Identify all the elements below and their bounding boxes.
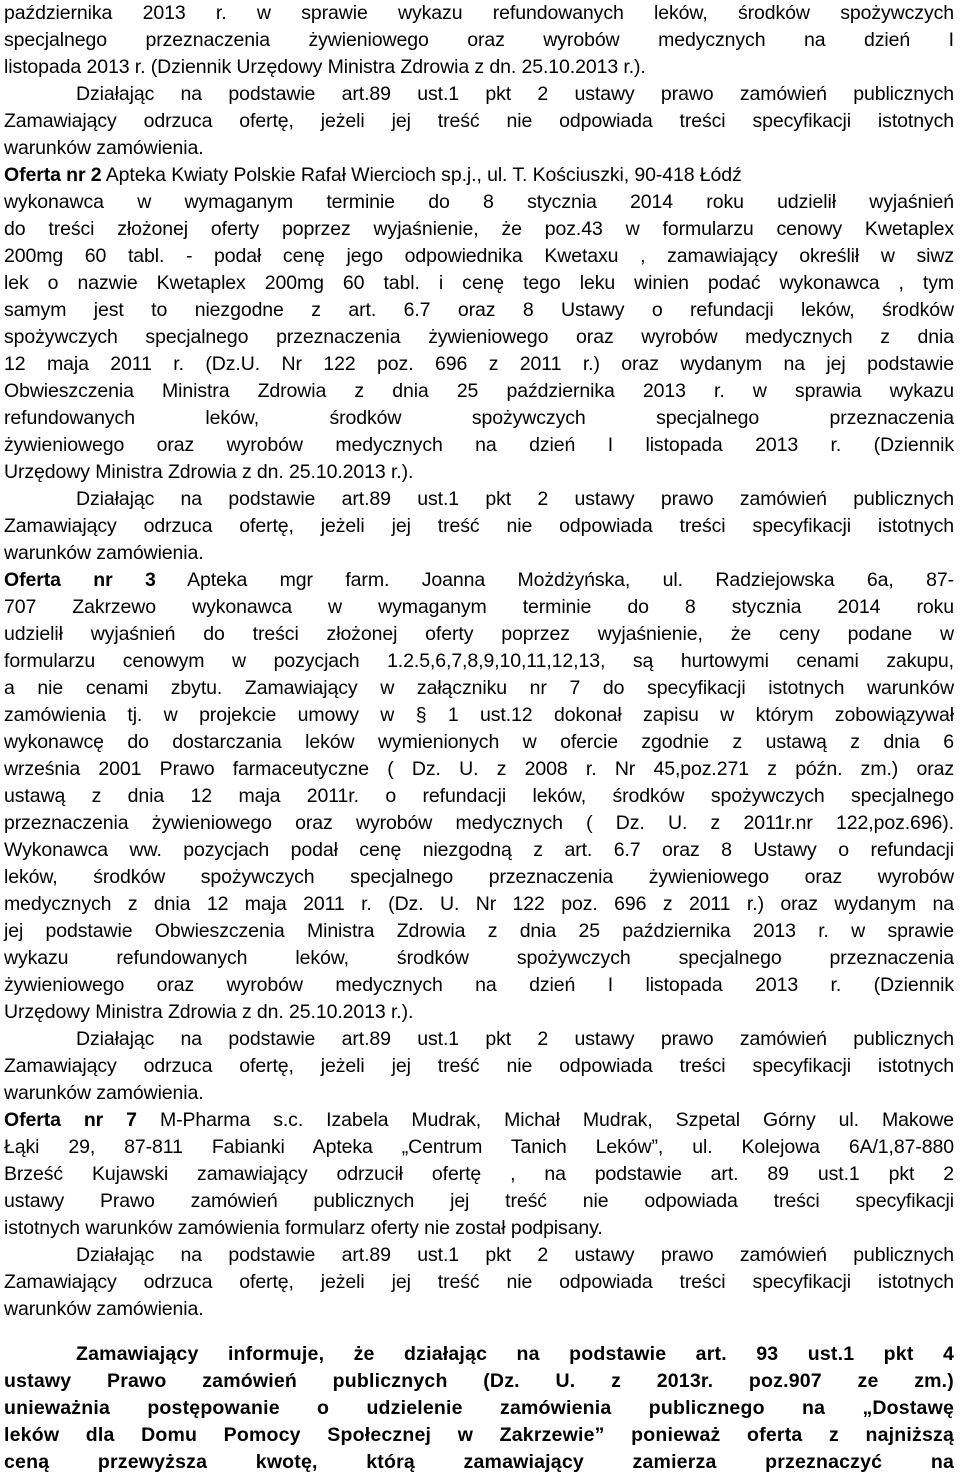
offer-text: Apteka Kwiaty Polskie Rafał Wiercioch sp.j., ul. T. Kościuszki, 90-418 Łódź xyxy=(105,164,742,186)
text-line: Urzędowy Ministra Zdrowia z dn. 25.10.2013 r.). xyxy=(4,461,414,483)
bold-text-line: ceną przewyższa kwotę, którą zamawiający zamierza przeznaczyć na xyxy=(4,1451,954,1473)
text-line: jej podstawie Obwieszczenia Ministra Zdrowia z dnia 25 października 2013 r. w sprawie xyxy=(4,920,954,942)
text-line: Działając na podstawie art.89 ust.1 pkt 2 ustawy prawo zamówień publicznych xyxy=(76,488,954,510)
text-line: samym jest to niezgodne z art. 6.7 oraz 8 Ustawy o refundacji leków, środków xyxy=(4,299,954,321)
bold-text-line: leków dla Domu Pomocy Społecznej w Zakrzewie” ponieważ oferta z najniższą xyxy=(4,1424,954,1446)
text-line: do treści złożonej oferty poprzez wyjaśnienie, że poz.43 w formularzu cenowy Kwetaplex xyxy=(4,218,954,240)
text-line: a nie cenami zbytu. Zamawiający w załączniku nr 7 do specyfikacji istotnych warunków xyxy=(4,677,954,699)
text-line: Łąki 29, 87-811 Fabianki Apteka „Centrum Tanich Leków”, ul. Kolejowa 6A/1,87-880 xyxy=(4,1136,954,1158)
text-line: 12 maja 2011 r. (Dz.U. Nr 122 poz. 696 z 2011 r.) oraz wydanym na jej podstawie xyxy=(4,353,954,375)
text-line: Obwieszczenia Ministra Zdrowia z dnia 25 października 2013 r. w sprawia wykazu xyxy=(4,380,954,402)
text-line: warunków zamówienia. xyxy=(4,542,204,564)
text-line: Zamawiający odrzuca ofertę, jeżeli jej treść nie odpowiada treści specyfikacji istotnych xyxy=(4,1055,954,1077)
text-line: Zamawiający odrzuca ofertę, jeżeli jej treść nie odpowiada treści specyfikacji istotnych xyxy=(4,110,954,132)
text-line: zamówienia tj. w projekcie umowy w § 1 ust.12 dokonał zapisu w którym zobowiązywał xyxy=(4,704,954,726)
offer-text: M-Pharma s.c. Izabela Mudrak, Michał Mudrak, Szpetal Górny ul. Makowe xyxy=(159,1109,954,1131)
text-line: ustawą z dnia 12 maja 2011r. o refundacji leków, środków spożywczych specjalnego xyxy=(4,785,954,807)
text-line: wykonawcę do dostarczania leków wymienionych w ofercie zgodnie z ustawą z dnia 6 xyxy=(4,731,954,753)
offer-text: Apteka mgr farm. Joanna Możdżyńska, ul. Radziejowska 6a, 87- xyxy=(187,569,955,591)
text-line: warunków zamówienia. xyxy=(4,137,204,159)
text-line: Działając na podstawie art.89 ust.1 pkt 2 ustawy prawo zamówień publicznych xyxy=(76,1244,954,1266)
text-line: Działając na podstawie art.89 ust.1 pkt 2 ustawy prawo zamówień publicznych xyxy=(76,1028,954,1050)
offer-label: Oferta nr 3 xyxy=(4,569,156,591)
offer-label: Oferta nr 2 xyxy=(4,164,102,186)
text-line: spożywczych specjalnego przeznaczenia żywieniowego oraz wyrobów medycznych z dnia xyxy=(4,326,954,348)
text-line: specjalnego przeznaczenia żywieniowego oraz wyrobów medycznych na dzień I xyxy=(4,29,954,51)
text-line: wykonawca w wymaganym terminie do 8 stycznia 2014 roku udzielił wyjaśnień xyxy=(4,191,954,213)
text-line: udzielił wyjaśnień do treści złożonej oferty poprzez wyjaśnienie, że ceny podane w xyxy=(4,623,954,645)
text-line: żywieniowego oraz wyrobów medycznych na dzień I listopada 2013 r. (Dziennik xyxy=(4,434,954,456)
text-line: formularzu cenowym w pozycjach 1.2.5,6,7,8,9,10,11,12,13, są hurtowymi cenami zakupu, xyxy=(4,650,954,672)
text-line: Działając na podstawie art.89 ust.1 pkt 2 ustawy prawo zamówień publicznych xyxy=(76,83,954,105)
bold-text-line: Zamawiający informuje, że działając na podstawie art. 93 ust.1 pkt 4 xyxy=(76,1343,954,1365)
text-line: warunków zamówienia. xyxy=(4,1082,204,1104)
offer-2-heading-line xyxy=(4,162,954,189)
bold-text-line: unieważnia postępowanie o udzielenie zamówienia publicznego na „Dostawę xyxy=(4,1397,954,1419)
text-line: Zamawiający odrzuca ofertę, jeżeli jej treść nie odpowiada treści specyfikacji istotnych xyxy=(4,1271,954,1293)
offer-label: Oferta nr 7 xyxy=(4,1109,137,1131)
text-line: 200mg 60 tabl. - podał cenę jego odpowiednika Kwetaxu , zamawiający określił w siwz xyxy=(4,245,954,267)
text-line: leków, środków spożywczych specjalnego przeznaczenia żywieniowego oraz wyrobów xyxy=(4,866,954,888)
text-line: refundowanych leków, środków spożywczych specjalnego przeznaczenia xyxy=(4,407,954,429)
offer-7-heading-line xyxy=(4,1107,954,1134)
text-line: istotnych warunków zamówienia formularz oferty nie został podpisany. xyxy=(4,1217,603,1239)
text-line: lek o nazwie Kwetaplex 200mg 60 tabl. i cenę tego leku winien podać wykonawca , tym xyxy=(4,272,954,294)
text-line: medycznych z dnia 12 maja 2011 r. (Dz. U. Nr 122 poz. 696 z 2011 r.) oraz wydanym na xyxy=(4,893,954,915)
text-line: wykazu refundowanych leków, środków spożywczych specjalnego przeznaczenia xyxy=(4,947,954,969)
text-line: przeznaczenia żywieniowego oraz wyrobów medycznych ( Dz. U. z 2011r.nr 122,poz.696). xyxy=(4,812,954,834)
text-line: żywieniowego oraz wyrobów medycznych na dzień I listopada 2013 r. (Dziennik xyxy=(4,974,954,996)
offer-3-heading-line xyxy=(4,567,954,594)
text-line: Wykonawca ww. pozycjach podał cenę niezgodną z art. 6.7 oraz 8 Ustawy o refundacji xyxy=(4,839,954,861)
text-line: 707 Zakrzewo wykonawca w wymaganym terminie do 8 stycznia 2014 roku xyxy=(4,596,954,618)
text-line: Brześć Kujawski zamawiający odrzucił ofertę , na podstawie art. 89 ust.1 pkt 2 xyxy=(4,1163,954,1185)
text-line: Zamawiający odrzuca ofertę, jeżeli jej treść nie odpowiada treści specyfikacji istotnych xyxy=(4,515,954,537)
text-line: warunków zamówienia. xyxy=(4,1298,204,1320)
text-line: września 2001 Prawo farmaceutyczne ( Dz. U. z 2008 r. Nr 45,poz.271 z późn. zm.) oraz xyxy=(4,758,954,780)
text-line: ustawy Prawo zamówień publicznych jej treść nie odpowiada treści specyfikacji xyxy=(4,1190,954,1212)
text-line: Urzędowy Ministra Zdrowia z dn. 25.10.2013 r.). xyxy=(4,1001,414,1023)
text-line: listopada 2013 r. (Dziennik Urzędowy Ministra Zdrowia z dn. 25.10.2013 r.). xyxy=(4,56,646,78)
bold-text-line: ustawy Prawo zamówień publicznych (Dz. U. z 2013r. poz.907 ze zm.) xyxy=(4,1370,954,1392)
text-line: października 2013 r. w sprawie wykazu refundowanych leków, środków spożywczych xyxy=(4,2,954,24)
